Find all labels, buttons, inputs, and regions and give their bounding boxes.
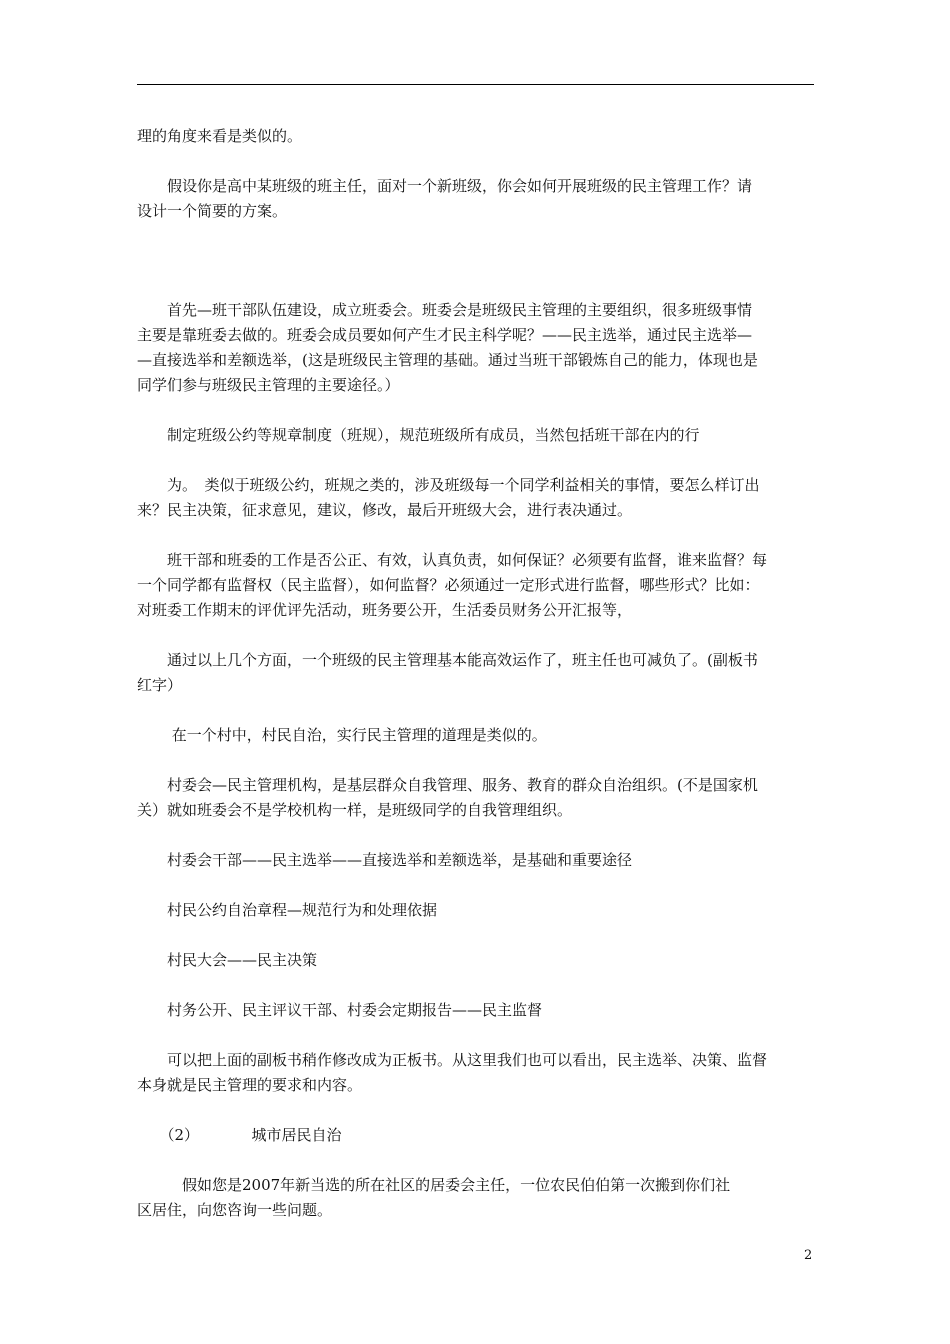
text-line: 本身就是民主管理的要求和内容。 — [137, 1076, 363, 1094]
text-line: 首先—班干部队伍建设，成立班委会。班委会是班级民主管理的主要组织，很多班级事情 — [137, 301, 753, 319]
text-line: 区居住，向您咨询一些问题。 — [137, 1201, 333, 1219]
text-line: 可以把上面的副板书稍作修改成为正板书。从这里我们也可以看出，民主选举、决策、监督 — [137, 1051, 768, 1069]
text-line: 村委会干部——民主选举——直接选举和差额选举，是基础和重要途径 — [137, 851, 633, 869]
text-line: 对班委工作期末的评优评先活动，班务要公开，生活委员财务公开汇报等， — [137, 601, 633, 619]
text-line: 一个同学都有监督权（民主监督），如何监督？必须通过一定形式进行监督，哪些形式？比如： — [137, 576, 760, 594]
text-line: 村民公约自治章程—规范行为和处理依据 — [137, 901, 438, 919]
text-line: 假如您是2007年新当选的所在社区的居委会主任，一位农民伯伯第一次搬到你们社 — [137, 1176, 731, 1194]
text-line: 村务公开、民主评议干部、村委会定期报告——民主监督 — [137, 1001, 543, 1019]
text-line: 为。 类似于班级公约，班规之类的，涉及班级每一个同学利益相关的事情，要怎么样订出 — [137, 476, 760, 494]
text-line: 同学们参与班级民主管理的主要途径。） — [137, 376, 400, 394]
text-line: 村委会—民主管理机构，是基层群众自我管理、服务、教育的群众自治组织。(不是国家机 — [137, 776, 758, 794]
text-line: —直接选举和差额选举，(这是班级民主管理的基础。通过当班干部锻炼自己的能力，体现也是 — [137, 351, 758, 369]
text-line: 设计一个简要的方案。 — [137, 202, 288, 220]
header-rule — [137, 84, 814, 85]
text-line: 通过以上几个方面，一个班级的民主管理基本能高效运作了，班主任也可减负了。(副板书 — [137, 651, 758, 669]
text-line: 理的角度来看是类似的。 — [137, 127, 303, 145]
text-line: 假设你是高中某班级的班主任，面对一个新班级，你会如何开展班级的民主管理工作？请 — [137, 177, 753, 195]
text-line: 红字） — [137, 676, 183, 694]
page-number: 2 — [804, 1248, 813, 1263]
text-line: 村民大会——民主决策 — [137, 951, 318, 969]
text-line: （2） 城市居民自治 — [137, 1126, 342, 1144]
text-line: 班干部和班委的工作是否公正、有效，认真负责，如何保证？必须要有监督，谁来监督？每 — [137, 551, 768, 569]
text-line: 关）就如班委会不是学校机构一样，是班级同学的自我管理组织。 — [137, 801, 573, 819]
text-line: 制定班级公约等规章制度（班规），规范班级所有成员，当然包括班干部在内的行 — [137, 426, 700, 444]
text-line: 在一个村中，村民自治，实行民主管理的道理是类似的。 — [137, 726, 547, 744]
text-line: 来？民主决策，征求意见，建议，修改，最后开班级大会，进行表决通过。 — [137, 501, 633, 519]
text-line: 主要是靠班委去做的。班委会成员要如何产生才民主科学呢？——民主选举，通过民主选举— — [137, 326, 753, 344]
